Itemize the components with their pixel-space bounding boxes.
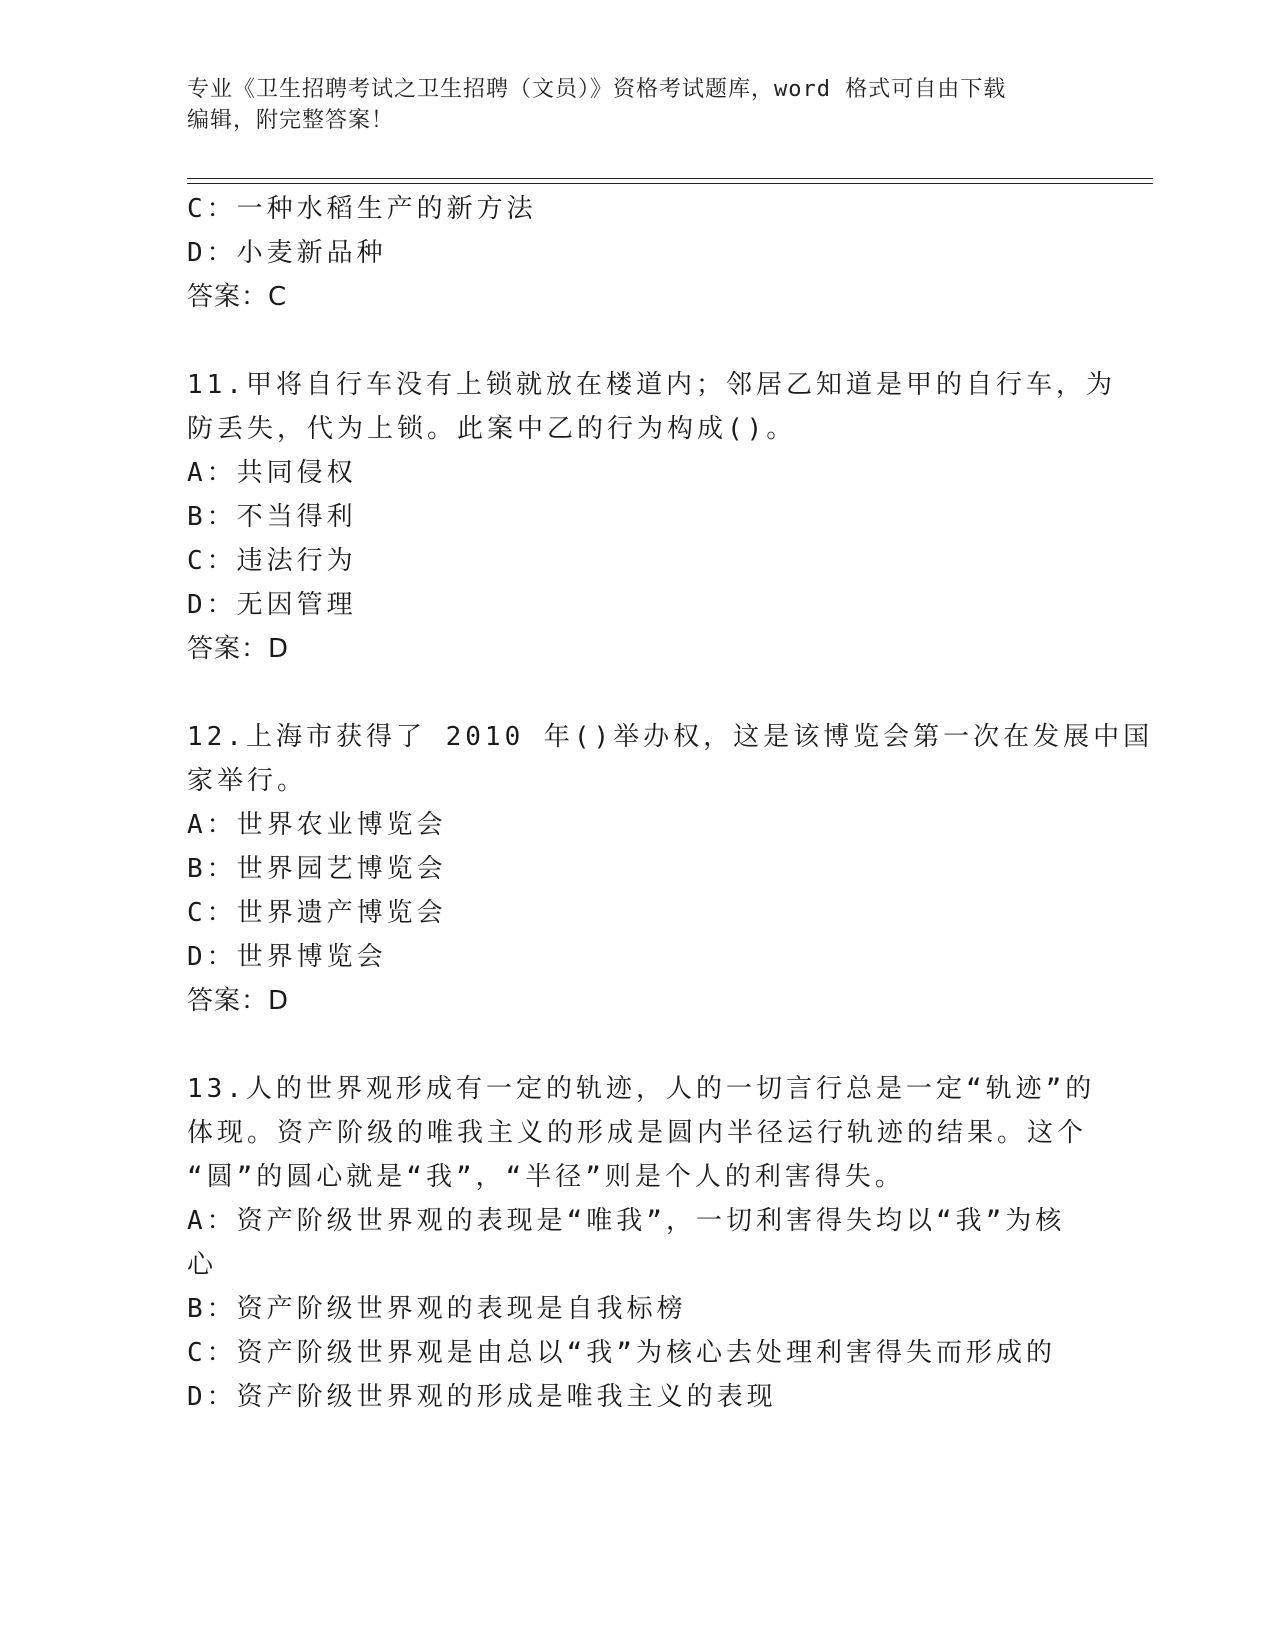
q13-option-d: D：资产阶级世界观的形成是唯我主义的表现 [187,1382,777,1412]
q11-option-a: A：共同侵权 [187,458,357,488]
q11-option-d: D：无因管理 [187,590,357,620]
q10-option-c: C：一种水稻生产的新方法 [187,194,537,224]
q12-option-d: D：世界博览会 [187,942,387,972]
q10-answer: 答案：C [187,282,288,312]
q12-answer: 答案：D [187,986,290,1016]
q13-option-c: C：资产阶级世界观是由总以“我”为核心去处理利害得失而形成的 [187,1338,1056,1368]
q13-option-a-line-1: A：资产阶级世界观的表现是“唯我”，一切利害得失均以“我”为核 [187,1206,1066,1236]
header-line-1: 专业《卫生招聘考试之卫生招聘（文员）》资格考试题库，word 格式可自由下载 [187,77,1007,102]
q12-option-c: C：世界遗产博览会 [187,898,447,928]
header-line-2: 编辑，附完整答案！ [187,108,395,133]
q11-option-b: B：不当得利 [187,502,357,532]
q13-stem-line-1: 13.人的世界观形成有一定的轨迹，人的一切言行总是一定“轨迹”的 [187,1074,1096,1104]
q13-stem-line-2: 体现。资产阶级的唯我主义的形成是圆内半径运行轨迹的结果。这个 [187,1118,1088,1148]
q13-option-b: B：资产阶级世界观的表现是自我标榜 [187,1294,687,1324]
q11-option-c: C：违法行为 [187,546,357,576]
q11-stem-line-1: 11.甲将自行车没有上锁就放在楼道内；邻居乙知道是甲的自行车，为 [187,370,1116,400]
q13-option-a-line-2: 心 [187,1250,218,1280]
q12-option-b: B：世界园艺博览会 [187,854,447,884]
header-divider-top [187,178,1153,179]
q11-answer: 答案：D [187,634,290,664]
document-header [187,74,1087,136]
q12-stem-line-1: 12.上海市获得了 2010 年()举办权，这是该博览会第一次在发展中国 [187,722,1154,752]
q12-option-a: A：世界农业博览会 [187,810,447,840]
q12-stem-line-2: 家举行。 [187,766,308,796]
header-divider-bottom [187,183,1153,184]
q10-option-d: D：小麦新品种 [187,238,387,268]
q13-stem-line-3: “圆”的圆心就是“我”，“半径”则是个人的利害得失。 [187,1162,905,1192]
q11-stem-line-2: 防丢失，代为上锁。此案中乙的行为构成()。 [187,414,797,444]
